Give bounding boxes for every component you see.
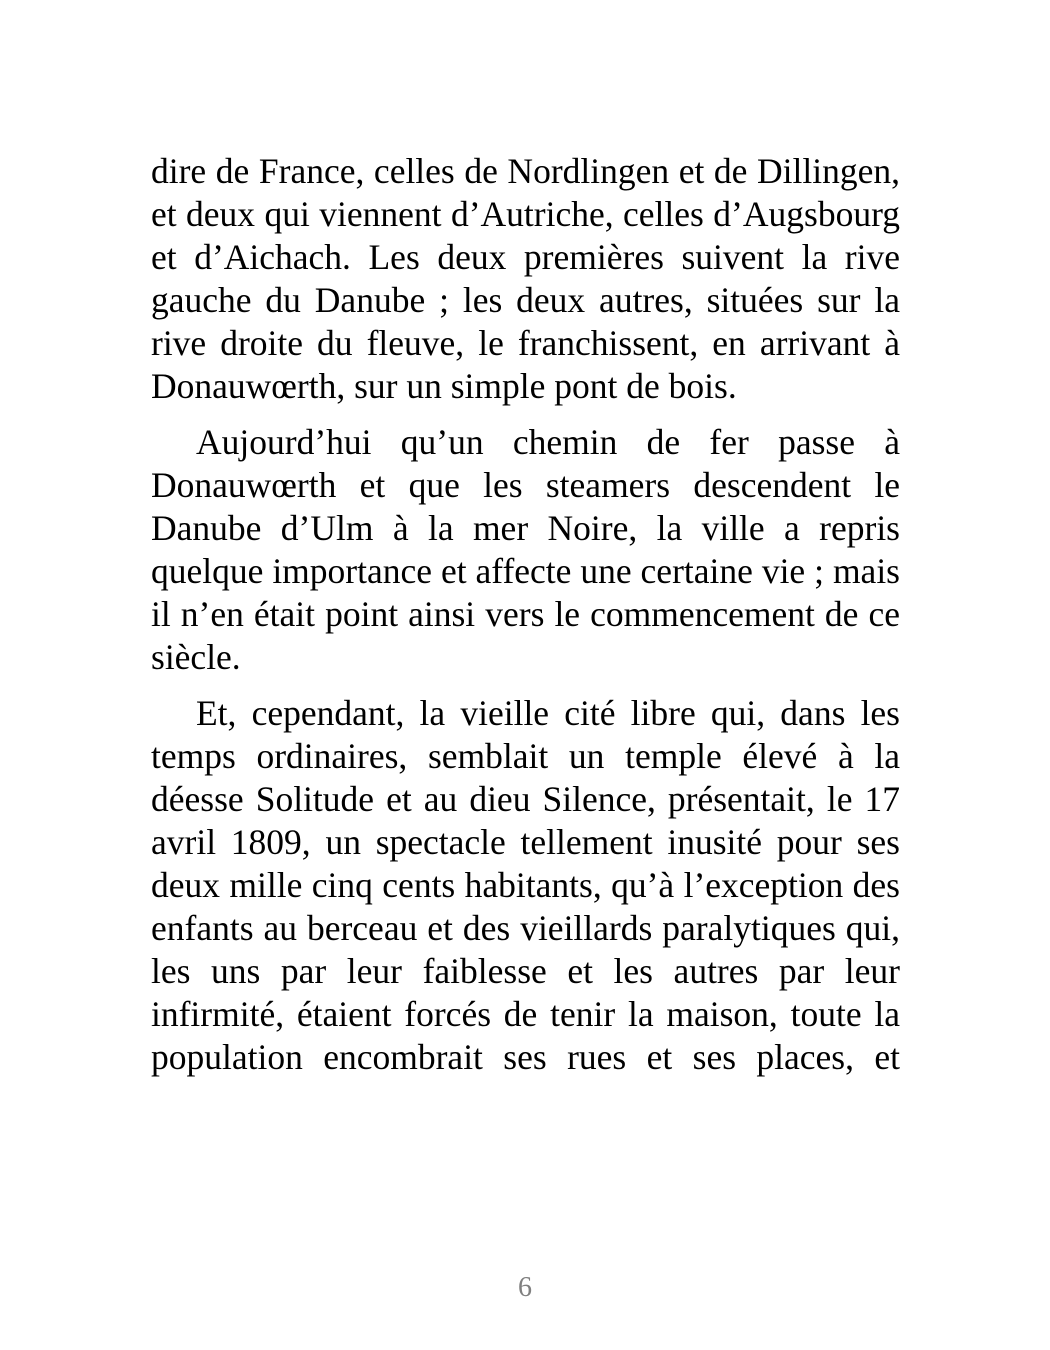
page-body	[151, 150, 900, 1092]
paragraph-1: dire de France, celles de Nordlingen et de Dillingen, et deux qui viennent d’Autriche, celles d’Augsbourg et d’Aichach. Les deux premières suivent la rive gauche du Danube ; les deux autres, situées sur la rive droite du fleuve, le franchissent, en arrivant à Donauwœrth, sur un simple pont de bois.	[151, 151, 900, 406]
paragraph-3: Et, cependant, la vieille cité libre qui, dans les temps ordinaires, semblait un temple élevé à la déesse Solitude et au dieu Silence, présentait, le 17 avril 1809, un spectacle tellement inusité pour ses deux mille cinq cents habitants, qu’à l’exception des enfants au berceau et des vieillards paralytiques qui, les uns par leur faiblesse et les autres par leur infirmité, étaient forcés de tenir la maison, toute la population encombrait ses rues et ses places, et	[151, 693, 900, 1077]
paragraph-2: Aujourd’hui qu’un chemin de fer passe à Donauwœrth et que les steamers descendent le Danube d’Ulm à la mer Noire, la ville a repris quelque importance et affecte une certaine vie ; mais il n’en était point ainsi vers le commencement de ce siècle.	[151, 422, 900, 677]
page-number: 6	[518, 1272, 532, 1303]
